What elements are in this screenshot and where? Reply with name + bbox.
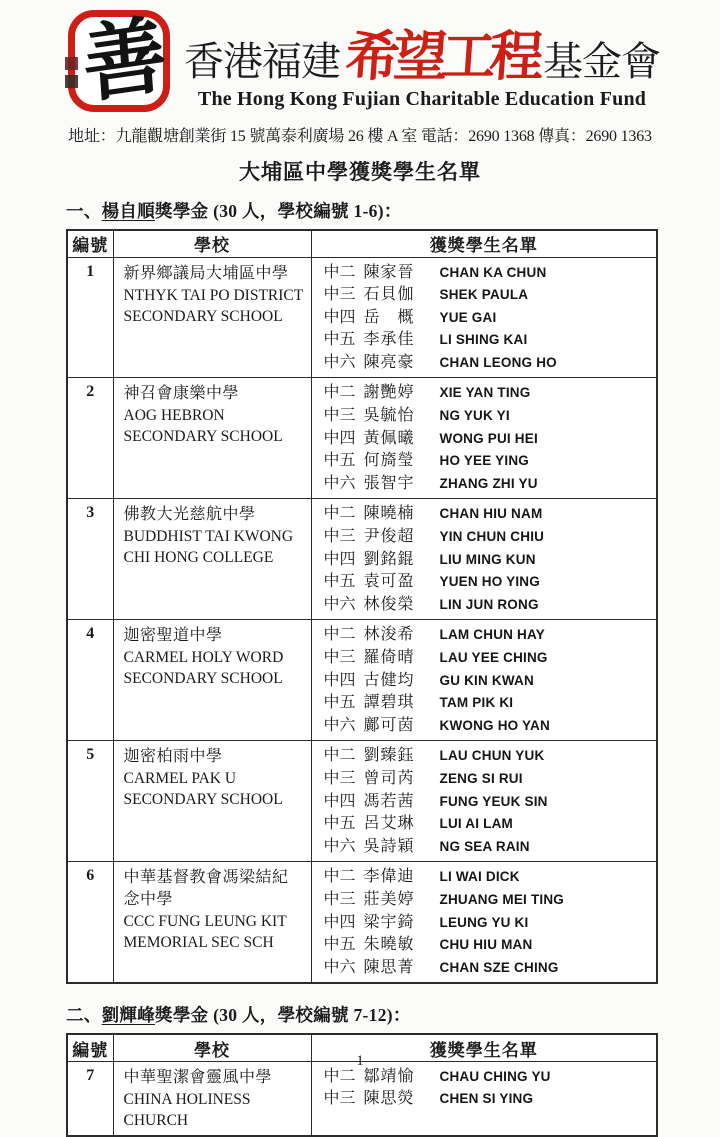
student-name-en: CHU HIU MAN (439, 937, 533, 953)
student-grade: 中五 (323, 694, 356, 712)
student-name-en: KWONG HO YAN (439, 717, 550, 733)
student-entry (324, 450, 653, 473)
student-name-en: CHEN SI YING (439, 1091, 534, 1107)
student-grade: 中四 (323, 429, 356, 447)
student-grade: 中二 (323, 747, 356, 765)
student-name-zh: 岳 概 (363, 308, 415, 326)
student-entry (324, 473, 653, 496)
org-name-zh (184, 14, 660, 91)
student-grade: 中五 (323, 573, 356, 591)
student-name-zh: 吳詩穎 (363, 837, 415, 855)
table-header-row (67, 230, 657, 257)
student-name-zh: 曾司芮 (363, 769, 415, 787)
student-grade: 中二 (323, 263, 356, 281)
student-name-en: LAU CHUN YUK (439, 748, 545, 764)
student-name-en: ZENG SI RUI (439, 770, 523, 786)
student-name-en: CHAN KA CHUN (439, 264, 547, 280)
student-name-zh: 林俊榮 (363, 595, 415, 613)
section-heading-rest: 獎學金 (30 人，學校編號 1-6)： (155, 201, 402, 221)
student-grade: 中三 (323, 1090, 356, 1108)
student-name-zh: 馮若茜 (363, 792, 415, 810)
student-entry (324, 768, 653, 791)
student-name-en: CHAN LEONG HO (439, 354, 557, 370)
student-grade: 中六 (323, 837, 356, 855)
student-grade: 中六 (323, 353, 356, 371)
student-grade: 中四 (323, 671, 356, 689)
student-grade: 中六 (323, 716, 356, 734)
student-entry (324, 866, 653, 889)
school-name-en: BUDDHIST TAI KWONG CHI HONG COLLEGE (123, 528, 294, 567)
fund-name: 劉輝峰 (101, 1005, 156, 1026)
school-number: 4 (67, 620, 113, 741)
student-grade: 中六 (323, 595, 356, 613)
student-name-zh: 莊美婷 (363, 890, 415, 908)
students-cell (311, 620, 657, 741)
student-name-en: CHAU CHING YU (439, 1068, 551, 1084)
student-name-zh: 梁宇錡 (363, 913, 415, 931)
student-name-en: LIU MING KUN (439, 551, 536, 567)
col-header-students: 獲獎學生名單 (311, 230, 657, 257)
school-name-en: CCC FUNG LEUNG KIT MEMORIAL SEC SCH (123, 913, 287, 952)
student-name-zh: 吳毓怡 (363, 407, 415, 425)
student-name-zh: 劉銘錕 (363, 550, 415, 568)
school-name-en: CHINA HOLINESS CHURCH (123, 1090, 251, 1129)
student-name-en: SHEK PAULA (439, 287, 529, 303)
student-name-en: FUNG YEUK SIN (439, 793, 548, 809)
school-cell (113, 741, 311, 862)
col-header-school: 學校 (113, 1034, 311, 1061)
student-grade: 中五 (323, 452, 356, 470)
school-number: 3 (67, 499, 113, 620)
school-name-zh: 中華聖潔會靈風中學 (123, 1068, 273, 1086)
student-name-zh: 張智宇 (363, 474, 415, 492)
student-name-zh: 鄺可茵 (363, 716, 415, 734)
student-entry (324, 284, 653, 307)
student-name-en: ZHUANG MEI TING (439, 891, 564, 907)
section-prefix: 一、 (66, 201, 102, 221)
seal-stamp-icon (65, 75, 78, 88)
school-name-en: NTHYK TAI PO DISTRICT SECONDARY SCHOOL (123, 286, 303, 325)
student-grade: 中五 (323, 331, 356, 349)
section-heading (66, 1002, 656, 1027)
table-row (67, 378, 657, 499)
student-name-en: CHAN SZE CHING (439, 959, 559, 975)
school-number: 1 (67, 257, 113, 378)
student-grade: 中六 (323, 474, 356, 492)
student-name-zh: 何旖瑩 (363, 452, 415, 470)
student-name-zh: 陳家晉 (363, 263, 415, 281)
student-entry (324, 670, 653, 693)
student-name-zh: 陳亮豪 (363, 353, 415, 371)
student-grade: 中六 (323, 958, 356, 976)
seal-stamp-icon (65, 57, 78, 70)
student-grade: 中四 (323, 792, 356, 810)
awards-table-2 (66, 1033, 658, 1137)
student-entry (324, 526, 653, 549)
school-cell (113, 620, 311, 741)
students-cell (311, 862, 657, 983)
school-name-zh: 中華基督教會馮梁結紀念中學 (123, 869, 289, 909)
student-entry (324, 428, 653, 451)
org-name-zh-right: 基金會 (543, 39, 660, 84)
students-cell (311, 257, 657, 378)
student-grade: 中三 (323, 286, 356, 304)
student-entry (324, 503, 653, 526)
student-name-zh: 黃佩曦 (363, 429, 415, 447)
col-header-no: 編號 (67, 230, 113, 257)
student-grade: 中五 (323, 815, 356, 833)
student-name-zh: 陳思熒 (363, 1090, 415, 1108)
student-name-en: WONG PUI HEI (439, 430, 538, 446)
school-name-zh: 佛教大光慈航中學 (123, 506, 256, 524)
student-name-en: YIN CHUN CHIU (439, 529, 545, 545)
student-entry (324, 624, 653, 647)
student-name-en: TAM PIK KI (439, 695, 514, 711)
students-cell (311, 499, 657, 620)
student-name-zh: 李偉迪 (363, 868, 415, 886)
student-name-en: LEUNG YU KI (439, 914, 529, 930)
students-cell (311, 378, 657, 499)
school-name-zh: 神召會康樂中學 (123, 385, 240, 403)
col-header-school: 學校 (113, 230, 311, 257)
students-cell (311, 1061, 657, 1136)
student-entry (324, 692, 653, 715)
school-number: 6 (67, 862, 113, 983)
student-entry (324, 594, 653, 617)
school-number: 2 (67, 378, 113, 499)
student-name-zh: 鄒靖愉 (363, 1067, 415, 1085)
student-name-zh: 尹俊超 (363, 528, 415, 546)
student-entry (324, 307, 653, 330)
student-name-en: YUEN HO YING (439, 574, 540, 590)
student-name-en: LUI AI LAM (439, 816, 513, 832)
student-entry (324, 571, 653, 594)
student-entry (324, 549, 653, 572)
student-name-zh: 羅倚晴 (363, 649, 415, 666)
student-name-zh: 古健均 (363, 671, 415, 689)
col-header-no: 編號 (67, 1034, 113, 1061)
school-name-zh: 迦密柏雨中學 (123, 748, 223, 766)
school-cell (113, 1061, 311, 1136)
student-entry (324, 329, 653, 352)
awards-table-1 (66, 229, 658, 984)
student-name-en: HO YEE YING (439, 453, 529, 469)
school-number: 5 (67, 741, 113, 862)
table-row (67, 620, 657, 741)
school-name-en: CARMEL PAK U SECONDARY SCHOOL (123, 770, 283, 809)
student-grade: 中二 (323, 868, 356, 886)
school-cell (113, 862, 311, 983)
org-logo (68, 10, 170, 112)
student-grade: 中二 (323, 505, 356, 523)
page-number: 1 (356, 1053, 364, 1069)
school-name-en: AOG HEBRON SECONDARY SCHOOL (123, 407, 283, 446)
table-row (67, 499, 657, 620)
table-row (67, 741, 657, 862)
school-name-en: CARMEL HOLY WORD SECONDARY SCHOOL (123, 649, 284, 688)
student-entry (324, 745, 653, 768)
student-grade: 中三 (323, 890, 356, 908)
table-row (67, 257, 657, 378)
student-entry (324, 715, 653, 738)
student-grade: 中五 (323, 936, 356, 954)
student-entry (324, 405, 653, 428)
section-scholarship-1 (66, 198, 656, 984)
student-name-en: XIE YAN TING (439, 385, 531, 401)
letterhead (60, 10, 660, 120)
student-entry (324, 791, 653, 814)
student-entry (324, 382, 653, 405)
school-number: 7 (67, 1061, 113, 1136)
table-row (67, 862, 657, 983)
calligraphy-logo-glyph: 善 (80, 9, 170, 114)
address-line: 地址：九龍觀塘創業街 15 號萬泰利廣場 26 樓 A 室 電話：2690 1368 傳真：2690 1363 (68, 128, 652, 145)
school-name-zh: 迦密聖道中學 (123, 627, 223, 645)
section-heading (66, 198, 656, 223)
school-cell (113, 499, 311, 620)
student-grade: 中三 (323, 769, 356, 787)
student-name-zh: 陳曉楠 (363, 505, 415, 523)
student-name-zh: 林浚希 (363, 626, 415, 644)
student-name-zh: 劉臻鈺 (363, 747, 415, 765)
student-entry (324, 889, 653, 912)
student-name-en: ZHANG ZHI YU (439, 475, 538, 491)
student-name-zh: 呂艾琳 (363, 815, 415, 833)
fund-name: 楊自順 (101, 201, 156, 221)
student-entry (324, 957, 653, 980)
student-name-zh: 石貝伽 (363, 286, 415, 304)
student-name-en: YUE GAI (439, 309, 497, 325)
student-entry (324, 934, 653, 957)
org-name-en: The Hong Kong Fujian Charitable Education Fund (197, 88, 647, 110)
student-grade: 中四 (323, 913, 356, 931)
school-name-zh: 新界鄉議局大埔區中學 (123, 264, 289, 282)
student-name-en: NG YUK YI (439, 408, 510, 424)
student-grade: 中四 (323, 550, 356, 568)
student-entry (324, 352, 653, 375)
student-entry (324, 1088, 653, 1111)
student-grade: 中二 (323, 384, 356, 402)
section-heading-rest: 獎學金 (30 人，學校編號 7-12)： (155, 1005, 411, 1026)
student-entry (324, 262, 653, 285)
student-name-zh: 陳思菁 (363, 958, 415, 976)
school-cell (113, 257, 311, 378)
student-name-zh: 袁可盈 (363, 573, 415, 591)
student-name-en: CHAN HIU NAM (439, 506, 543, 522)
student-name-en: LI WAI DICK (439, 869, 520, 885)
table-row (67, 1061, 657, 1136)
student-grade: 中三 (323, 407, 356, 425)
student-entry (324, 836, 653, 859)
student-name-en: LAM CHUN HAY (439, 627, 545, 643)
student-grade: 中二 (323, 626, 356, 644)
students-cell (311, 741, 657, 862)
student-name-zh: 李承佳 (363, 331, 415, 349)
student-name-en: LIN JUN RONG (439, 596, 539, 612)
student-grade: 中四 (323, 308, 356, 326)
student-name-zh: 譚碧琪 (363, 694, 415, 712)
student-name-zh: 謝艷婷 (363, 384, 415, 402)
student-name-en: LI SHING KAI (439, 332, 528, 348)
col-header-students: 獲獎學生名單 (311, 1034, 657, 1061)
student-grade: 中三 (323, 649, 356, 666)
student-name-en: LAU YEE CHING (439, 650, 548, 665)
student-name-en: NG SEA RAIN (439, 838, 530, 854)
org-name-zh-red-calligraphy: 希望工程 (343, 27, 540, 87)
school-cell (113, 378, 311, 499)
student-entry (324, 647, 653, 670)
org-name-zh-left: 香港福建 (184, 39, 340, 84)
student-name-en: GU KIN KWAN (439, 672, 534, 688)
student-grade: 中二 (323, 1067, 356, 1085)
student-entry (324, 912, 653, 935)
student-entry (324, 813, 653, 836)
student-name-zh: 朱曉敏 (363, 936, 415, 954)
student-grade: 中三 (323, 528, 356, 546)
section-prefix: 二、 (66, 1005, 102, 1026)
doc-title: 大埔區中學獲獎學生名單 (239, 160, 481, 184)
